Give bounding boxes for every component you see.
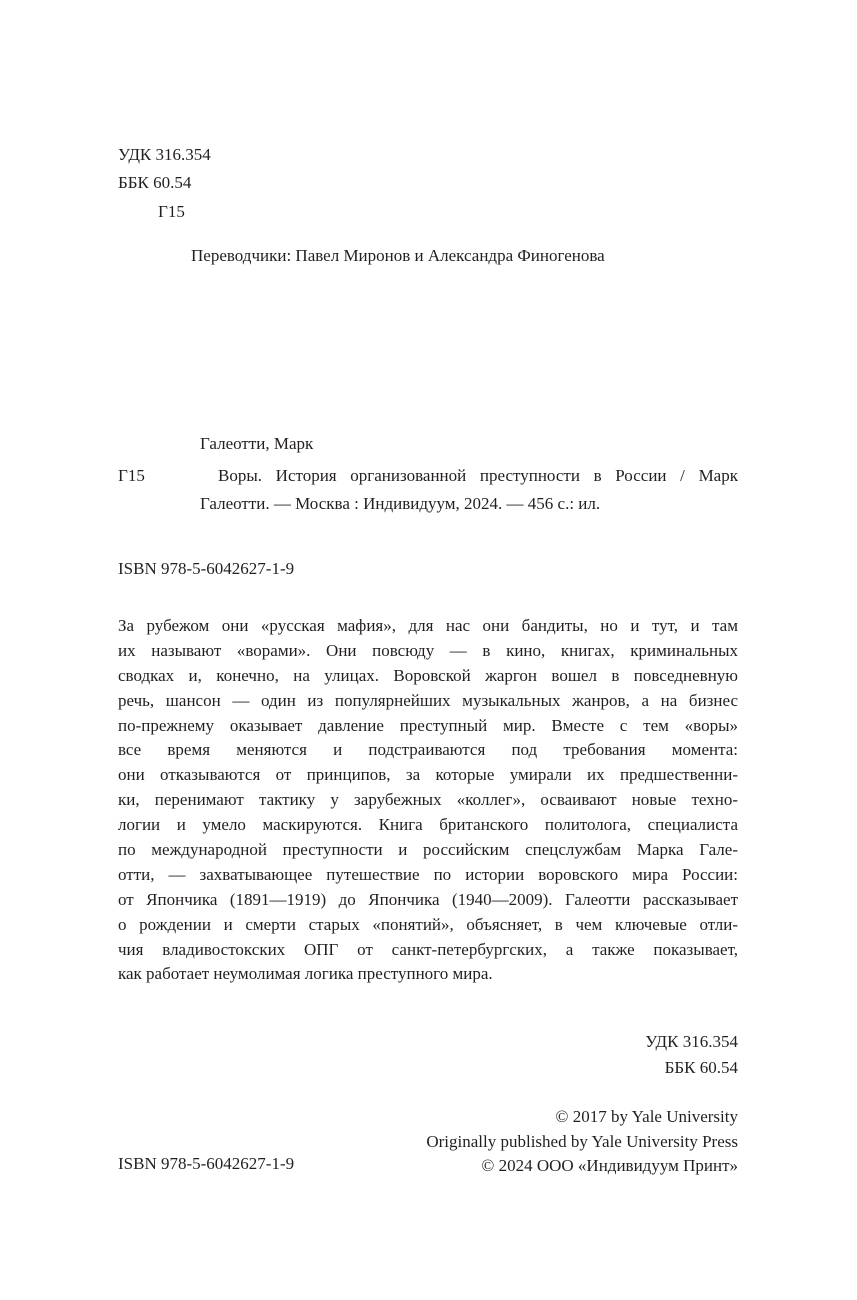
annotation-line: речь, шансон — один из популярнейших музыкальных жанров, а на бизнес	[118, 690, 738, 710]
annotation-line: все время меняются и подстраиваются под требования момента:	[118, 740, 738, 760]
annotation	[118, 614, 738, 987]
copyright-translation: © 2024 ООО «Индивидуум Принт»	[481, 1156, 738, 1175]
annotation-line: ки, перенимают тактику у зарубежных «коллег», осваивают новые техно-	[118, 790, 738, 810]
annotation-line: За рубежом они «русская мафия», для нас они бандиты, но и тут, и там	[118, 616, 738, 635]
annotation-line: от Япончика (1891—1919) до Япончика (1940—2009). Галеотти рассказывает	[118, 889, 738, 909]
catalog-title-line2: Галеотти. — Москва : Индивидуум, 2024. — 456 с.: ил.	[200, 494, 601, 513]
catalog-isbn: ISBN 978-5-6042627-1-9	[118, 559, 295, 578]
catalog-author-mark: Г15	[118, 466, 145, 485]
annotation-line: как работает неумолимая логика преступного мира.	[118, 964, 493, 984]
annotation-line: они отказываются от принципов, за которые умирали их предшественни-	[118, 765, 738, 785]
copyright-original: © 2017 by Yale University	[555, 1107, 738, 1126]
udk-code: УДК 316.354	[118, 145, 211, 164]
annotation-line: по международной преступности и российским спецслужбам Марка Гале-	[118, 840, 738, 860]
annotation-line: отти, — захватывающее путешествие по истории воровского мира России:	[118, 864, 738, 884]
catalog-title-line1: Воры. История организованной преступности в России / Марк	[218, 466, 738, 485]
catalog-author: Галеотти, Марк	[200, 434, 314, 453]
footer-isbn: ISBN 978-5-6042627-1-9	[118, 1154, 295, 1173]
copyright-publisher: Originally published by Yale University Press	[426, 1132, 738, 1151]
footer-bbk: ББК 60.54	[664, 1058, 738, 1077]
annotation-line: их называют «ворами». Они повсюду — в кино, книгах, криминальных	[118, 640, 738, 660]
annotation-line: логии и умело маскируются. Книга британского политолога, специалиста	[118, 815, 738, 835]
annotation-line: о рождении и смерти старых «понятий», объясняет, в чем ключевые отли-	[118, 914, 738, 934]
bbk-code: ББК 60.54	[118, 173, 192, 192]
annotation-line: сводках и, конечно, на улицах. Воровской жаргон вошел в повседневную	[118, 665, 738, 685]
footer-udk: УДК 316.354	[645, 1032, 738, 1051]
author-mark: Г15	[158, 202, 185, 221]
annotation-line: чия владивостокских ОПГ от санкт-петербургских, а также показывает,	[118, 939, 738, 959]
annotation-line: по-прежнему оказывает давление преступный мир. Вместе с тем «воры»	[118, 715, 738, 735]
translators: Переводчики: Павел Миронов и Александра Финогенова	[191, 246, 605, 265]
